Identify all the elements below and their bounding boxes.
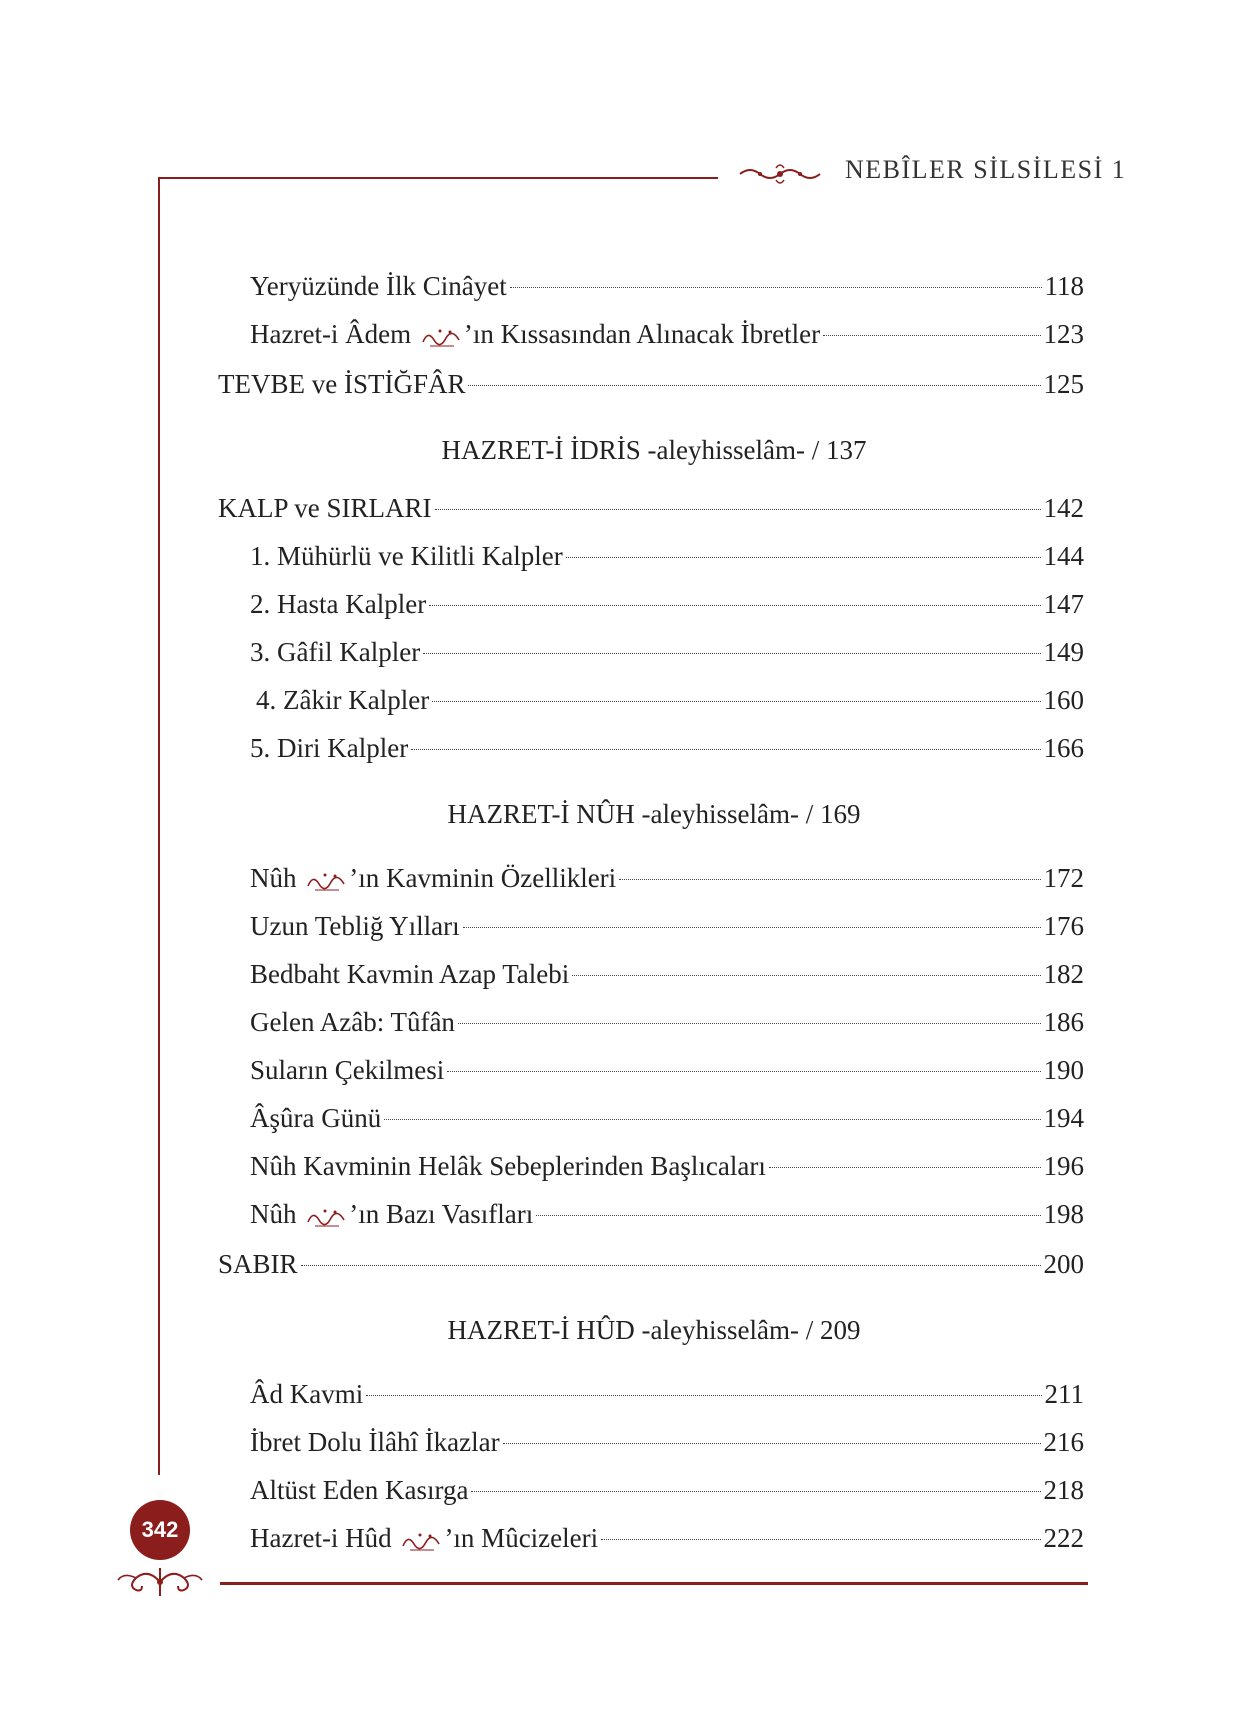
toc-entry-title: Altüst Eden Kasırga xyxy=(250,1475,469,1505)
toc-entry-page: 186 xyxy=(1043,1007,1084,1037)
toc-entry[interactable] xyxy=(250,314,1084,354)
dot-leader xyxy=(411,749,1040,750)
dot-leader xyxy=(536,1215,1040,1216)
frame-bottom-line xyxy=(220,1582,1088,1585)
toc-entry[interactable] xyxy=(250,1002,1084,1042)
dot-leader xyxy=(423,653,1040,654)
toc-entry[interactable] xyxy=(218,1244,1084,1284)
toc-entry-title: Uzun Tebliğ Yılları xyxy=(250,911,460,941)
dot-leader xyxy=(468,385,1040,386)
dot-leader xyxy=(463,927,1041,928)
section-heading: HAZRET-İ HÛD -aleyhisselâm- / 209 xyxy=(447,1315,861,1345)
toc-entry-page: 125 xyxy=(1043,369,1084,399)
toc-entry[interactable] xyxy=(250,858,1084,898)
toc-entry[interactable] xyxy=(250,1098,1084,1138)
toc-entry[interactable] xyxy=(250,954,1084,994)
toc-entry-page: 196 xyxy=(1043,1151,1084,1181)
dot-leader xyxy=(503,1443,1041,1444)
toc-entry-title-part: ’ın Mûcizeleri xyxy=(444,1523,599,1553)
toc-entry[interactable] xyxy=(250,906,1084,946)
toc-entry-title: Nûh Kavminin Helâk Sebeplerinden Başlıcaları xyxy=(250,1151,766,1181)
toc-entry[interactable] xyxy=(250,1518,1084,1558)
dot-leader xyxy=(601,1539,1040,1540)
toc-entry[interactable] xyxy=(250,1146,1084,1186)
dot-leader xyxy=(510,287,1042,288)
toc-entry-title-part: ’ın Bazı Vasıfları xyxy=(349,1199,534,1229)
toc-entry-title: Âşûra Günü xyxy=(250,1103,382,1133)
toc-entry-title xyxy=(250,1194,533,1234)
toc-entry[interactable] xyxy=(218,488,1084,528)
toc-entry-title xyxy=(250,1518,598,1558)
toc-entry-title-part: ’ın Kıssasından Alınacak İbretler xyxy=(463,319,821,349)
toc-entry-page: 118 xyxy=(1044,271,1084,301)
toc-entry-title: Suların Çekilmesi xyxy=(250,1055,445,1085)
toc-entry-page: 194 xyxy=(1043,1103,1084,1133)
aleyhisselam-calligraphy-icon xyxy=(420,324,462,350)
toc-entry-title: Âd Kavmi xyxy=(250,1379,364,1409)
toc-entry-page: 211 xyxy=(1044,1379,1084,1409)
toc-entry-page: 222 xyxy=(1043,1523,1084,1553)
toc-entry-title xyxy=(250,858,616,898)
section-heading: HAZRET-İ NÛH -aleyhisselâm- / 169 xyxy=(447,799,861,829)
toc-entry-title: Gelen Azâb: Tûfân xyxy=(250,1007,455,1037)
dot-leader xyxy=(429,605,1040,606)
dot-leader xyxy=(432,701,1040,702)
toc-entry-title: Bedbaht Kavmin Azap Talebi xyxy=(250,959,570,989)
toc-entry[interactable] xyxy=(250,1194,1084,1234)
toc-entry-page: 216 xyxy=(1043,1427,1084,1457)
toc-entry-page: 142 xyxy=(1043,493,1084,523)
toc-entry-page: 147 xyxy=(1043,589,1084,619)
toc-entry[interactable] xyxy=(250,1050,1084,1090)
toc-entry-title: TEVBE ve İSTİĞFÂR xyxy=(218,369,466,399)
toc-entry-page: 172 xyxy=(1043,863,1084,893)
toc-entry-page: 149 xyxy=(1043,637,1084,667)
toc-entry-title-part: Hazret-i Âdem xyxy=(250,319,412,349)
dot-leader xyxy=(384,1119,1040,1120)
dot-leader xyxy=(301,1265,1041,1266)
frame-top-line xyxy=(158,177,718,179)
toc-entry-title: 1. Mühürlü ve Kilitli Kalpler xyxy=(250,541,563,571)
toc-entry-title-part: Nûh xyxy=(250,863,297,893)
toc-entry-title: 3. Gâfil Kalpler xyxy=(250,637,421,667)
section-heading: HAZRET-İ İDRİS -aleyhisselâm- / 137 xyxy=(441,435,867,465)
toc-entry-title: Yeryüzünde İlk Cinâyet xyxy=(250,271,507,301)
toc-entry-page: 218 xyxy=(1043,1475,1084,1505)
toc-entry-title: İbret Dolu İlâhî İkazlar xyxy=(250,1427,500,1457)
toc-entry[interactable] xyxy=(250,584,1084,624)
toc-entry[interactable] xyxy=(250,1422,1084,1462)
dot-leader xyxy=(823,335,1040,336)
toc-entry-page: 182 xyxy=(1043,959,1084,989)
header-ornament-icon xyxy=(736,162,824,186)
frame-left-line xyxy=(158,177,160,1475)
dot-leader xyxy=(769,1167,1041,1168)
dot-leader xyxy=(458,1023,1041,1024)
running-title: NEBÎLER SİLSİLESİ 1 xyxy=(845,155,1127,184)
toc-entry-page: 198 xyxy=(1043,1199,1084,1229)
toc-entry[interactable] xyxy=(250,728,1084,768)
aleyhisselam-calligraphy-icon xyxy=(305,868,347,894)
toc-entry-title: KALP ve SIRLARI xyxy=(218,493,432,523)
dot-leader xyxy=(447,1071,1040,1072)
dot-leader xyxy=(471,1491,1040,1492)
toc-entry-page: 123 xyxy=(1043,319,1084,349)
toc-entry[interactable] xyxy=(250,632,1084,672)
toc-entry[interactable] xyxy=(250,1374,1084,1414)
toc-entry[interactable] xyxy=(250,536,1084,576)
dot-leader xyxy=(619,879,1040,880)
toc-entry[interactable] xyxy=(256,680,1084,720)
toc-entry-title: SABIR xyxy=(218,1249,298,1279)
toc-entry-page: 144 xyxy=(1043,541,1084,571)
toc-entry-title xyxy=(250,314,820,354)
dot-leader xyxy=(566,557,1041,558)
footer-ornament-icon xyxy=(114,1562,206,1602)
toc-entry-title-part: Nûh xyxy=(250,1199,297,1229)
aleyhisselam-calligraphy-icon xyxy=(305,1204,347,1230)
toc-entry-page: 176 xyxy=(1043,911,1084,941)
toc-entry-page: 160 xyxy=(1043,685,1084,715)
dot-leader xyxy=(435,509,1041,510)
toc-entry-title-part: ’ın Kavminin Özellikleri xyxy=(349,863,617,893)
page-number-badge: 342 xyxy=(130,1500,190,1560)
toc-entry-page: 166 xyxy=(1043,733,1084,763)
dot-leader xyxy=(366,1395,1041,1396)
toc-entry-page: 200 xyxy=(1043,1249,1084,1279)
toc-entry-title: 5. Diri Kalpler xyxy=(250,733,409,763)
toc-entry[interactable] xyxy=(218,364,1084,404)
dot-leader xyxy=(572,975,1040,976)
toc-entry-title-part: Hazret-i Hûd xyxy=(250,1523,392,1553)
toc-entry-title: 2. Hasta Kalpler xyxy=(250,589,427,619)
toc-entry[interactable] xyxy=(250,266,1084,306)
aleyhisselam-calligraphy-icon xyxy=(400,1528,442,1554)
toc-entry-title: 4. Zâkir Kalpler xyxy=(256,685,430,715)
toc-entry-page: 190 xyxy=(1043,1055,1084,1085)
toc-entry[interactable] xyxy=(250,1470,1084,1510)
